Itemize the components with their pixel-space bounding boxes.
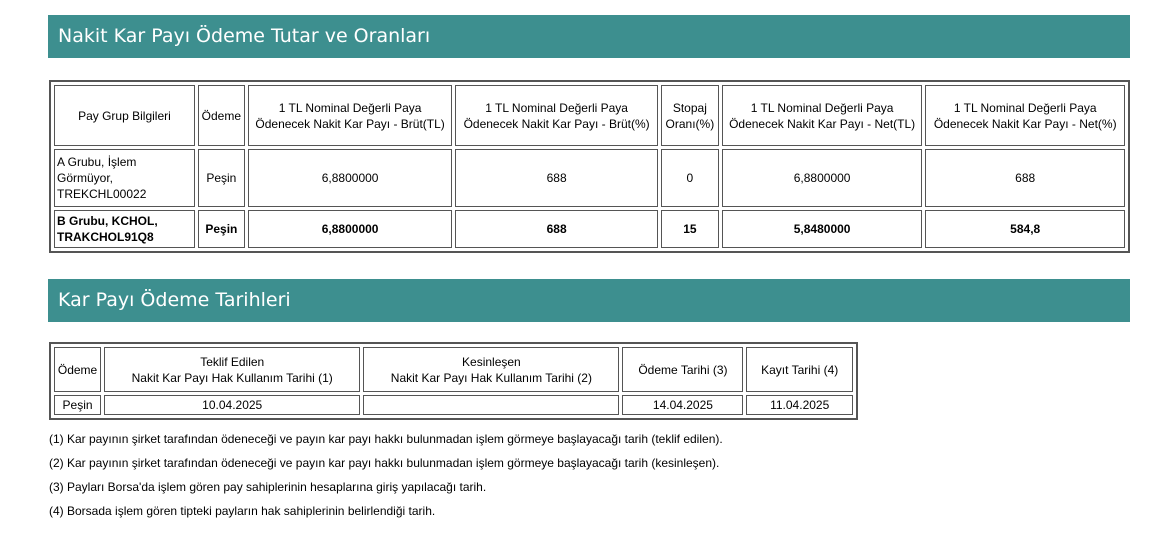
header-cell: 1 TL Nominal Değerli Paya Ödenecek Nakit Kar Payı - Net(%) [925,85,1125,146]
table-cell: A Grubu, İşlem Görmüyor, TREKCHL00022 [54,149,195,207]
table-cell: 0 [661,149,719,207]
table-cell: 6,8800000 [248,149,453,207]
table-cell: 11.04.2025 [746,395,853,415]
table-cell: B Grubu, KCHOL, TRAKCHOL91Q8 [54,210,195,248]
table-cell: Peşin [54,395,101,415]
header-cell: 1 TL Nominal Değerli Paya Ödenecek Nakit Kar Payı - Brüt(TL) [248,85,453,146]
table-row [54,149,1125,207]
header-cell: Ödeme [54,347,101,392]
table-cell: Peşin [198,210,245,248]
header-line: Teklif Edilen [200,354,265,369]
header-cell: 1 TL Nominal Değerli Paya Ödenecek Nakit Kar Payı - Net(TL) [722,85,923,146]
table-cell: 15 [661,210,719,248]
footnote: (2) Kar payının şirket tarafından ödeneceği ve payın kar payı hakkı bulunmadan işlem görmeye başlayacağı tarih (kesinleşen). [49,456,720,470]
header-cell: 1 TL Nominal Değerli Paya Ödenecek Nakit Kar Payı - Brüt(%) [455,85,658,146]
table-cell: 6,8800000 [722,149,923,207]
table-cell: 688 [455,210,658,248]
table-cell: 5,8480000 [722,210,923,248]
header-cell: Pay Grup Bilgileri [54,85,195,146]
table-cell: 688 [455,149,658,207]
table-row [54,395,853,415]
header-line: Nakit Kar Payı Hak Kullanım Tarihi (2) [390,370,592,385]
header-cell: Kayıt Tarihi (4) [746,347,853,392]
section-title-amounts: Nakit Kar Payı Ödeme Tutar ve Oranları [48,15,1130,58]
table-cell: Peşin [198,149,245,207]
payment-dates-table [49,342,858,420]
header-line: Kesinleşen [462,354,521,369]
table-header-row [54,347,853,392]
header-cell [104,347,360,392]
header-cell: Stopaj Oranı(%) [661,85,719,146]
table-cell: 584,8 [925,210,1125,248]
table-header-row [54,85,1125,146]
header-cell: Ödeme Tarihi (3) [622,347,743,392]
section-title-dates: Kar Payı Ödeme Tarihleri [48,279,1130,322]
header-cell: Ödeme [198,85,245,146]
footnote: (3) Payları Borsa'da işlem gören pay sahiplerinin hesaplarına giriş yapılacağı tarih. [49,480,487,494]
table-cell: 10.04.2025 [104,395,360,415]
table-row [54,210,1125,248]
footnote: (1) Kar payının şirket tarafından ödeneceği ve payın kar payı hakkı bulunmadan işlem görmeye başlayacağı tarih (teklif edilen). [49,432,723,446]
footnotes [49,427,723,523]
table-cell: 6,8800000 [248,210,453,248]
table-cell [363,395,619,415]
header-line: Nakit Kar Payı Hak Kullanım Tarihi (1) [131,370,333,385]
dividend-amounts-table [49,80,1130,253]
footnote: (4) Borsada işlem gören tipteki payların hak sahiplerinin belirlendiği tarih. [49,504,436,518]
table-cell: 14.04.2025 [622,395,743,415]
table-cell: 688 [925,149,1125,207]
header-cell [363,347,619,392]
